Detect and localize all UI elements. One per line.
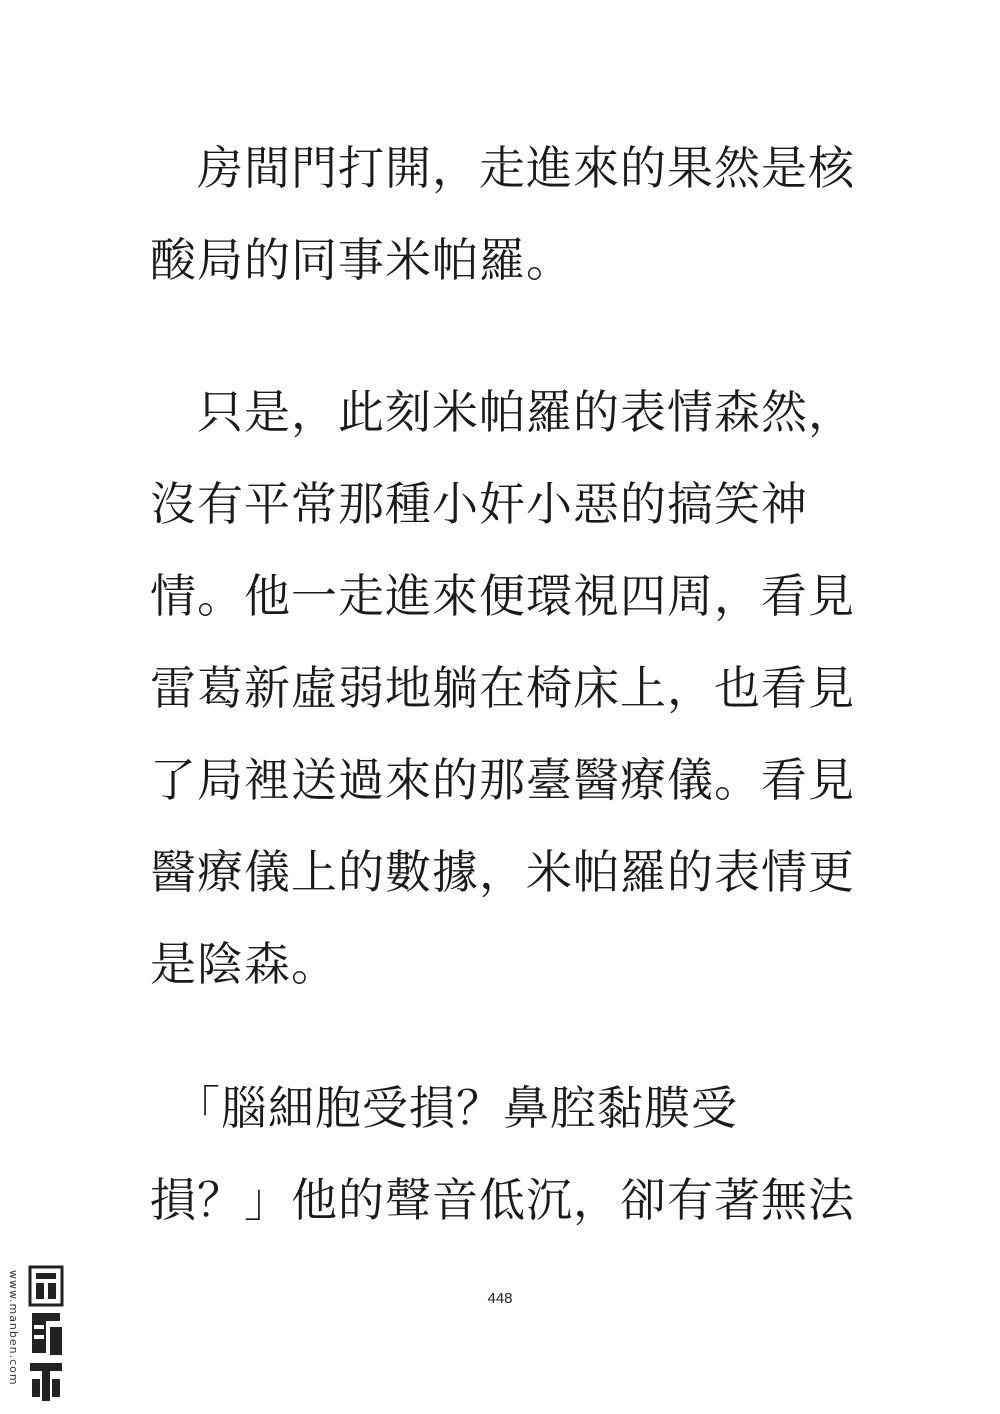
watermark-url: www.manben.com: [7, 1270, 20, 1386]
text-line: 雷葛新虛弱地躺在椅床上，也看見: [150, 661, 855, 715]
text-line: 損？」他的聲音低沉，卻有著無法: [150, 1173, 855, 1227]
text-line: 情。他一走進來便環視四周，看見: [150, 569, 855, 623]
text-line: 「腦細胞受損？鼻腔黏膜受: [150, 1081, 738, 1135]
text-line: 酸局的同事米帕羅。: [150, 233, 573, 287]
watermark-logo-icon: [26, 1265, 66, 1405]
text-line: 了局裡送過來的那臺醫療儀。看見: [150, 753, 855, 807]
text-line: 只是，此刻米帕羅的表情森然，: [150, 385, 855, 439]
text-line: 沒有平常那種小奸小惡的搞笑神: [150, 477, 808, 531]
text-line: 房間門打開，走進來的果然是核: [150, 141, 855, 195]
text-line: 醫療儀上的數據，米帕羅的表情更: [150, 845, 855, 899]
text-line: 是陰森。: [150, 937, 338, 991]
page-number: 448: [487, 1290, 513, 1307]
